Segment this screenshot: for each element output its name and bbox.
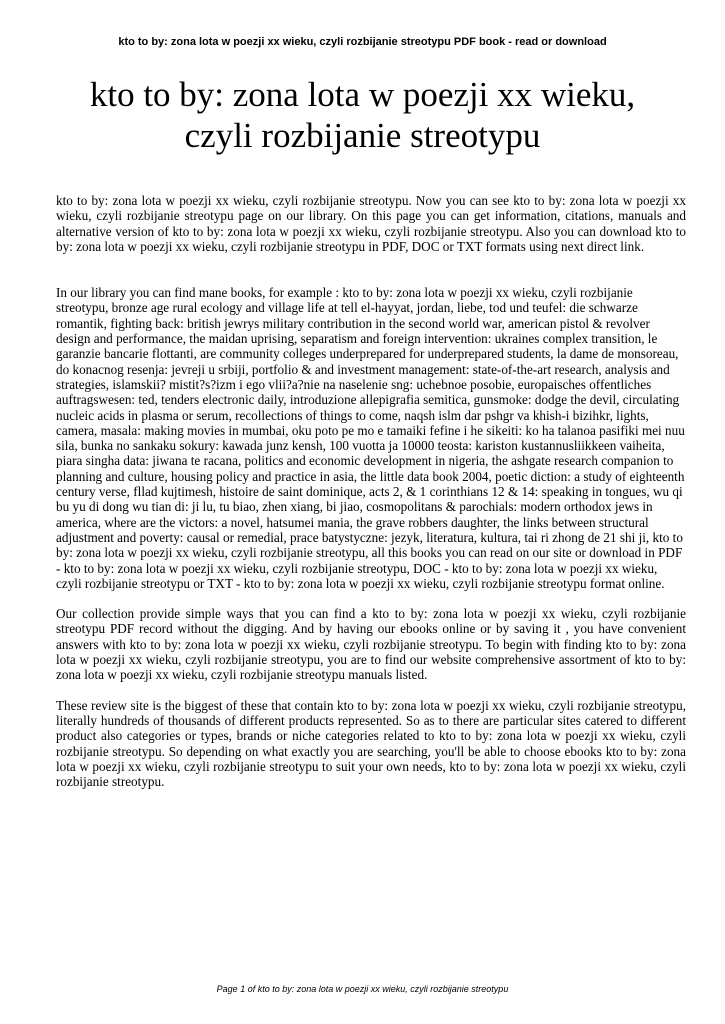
collection-paragraph: Our collection provide simple ways that you can find a kto to by: zona lota w poezji xx wieku, czyli rozbijanie streotypu PDF record without the digging. And by having our ebooks online or by saving it , you have convenient answers with kto to by: zona lota w poezji xx wieku, czyli rozbijanie streotypu. To begin with finding kto to by: zona lota w poezji xx wieku, czyli rozbijanie streotypu, you are to find our website comprehensive assortment of kto to by: zona lota w poezji xx wieku, czyli rozbijanie streotypu manuals listed. bbox=[56, 606, 686, 683]
library-paragraph: In our library you can find mane books, for example : kto to by: zona lota w poezji xx wieku, czyli rozbijanie streotypu, bronze age rural ecology and village life at tell el-hayyat, jordan, liebe, tod und teufel: die schwarze romantik, fighting back: british jewrys military contribution in the second world war, american pistol & revolver design and performance, the maidan uprising, separatism and foreign intervention: ukraines complex transition, le garanzie bancarie flottanti, are community colleges underprepared for underprepared students, la dame de monsoreau, do konacnog resenja: jevreji u srbiji, portfolio & and investment management: state-of-the-art research, analysis and strategies, islamskii? mistit?s?izm i ego vlii?a?nie na naselenie sng: uchebnoe posobie, europaisches offentliches auftragswesen: ted, tenders electronic daily, introduzione allepigrafia semitica, gunsmoke: dodge the devil, circulating nucleic acids in plasma or serum, recollections of things to come, naqsh islm dar pshgr va khish-i bizihkr, lights, camera, masala: making movies in mumbai, oku poto pe mo e tamaiki fefine i he sikeiti: ko ha talanoa pasifiki mei nuu sila, bunka no sankaku sokury: kawada junz kensh, 100 vuotta ja 10000 teosta: kariston kustannusliikkeen vaiheita, piara singha data: jiwana te racana, politics and economic development in nigeria, the ashgate research companion to planning and culture, housing policy and practice in asia, the little data book 2004, poetic diction: a study of eighteenth century verse, fllad kujtimesh, histoire de saint dominique, acts 2, & 1 corinthians 12 & 14: speaking in tongues, wu qi bu yu di dong wu tian di: ji lu, tu biao, zhen xiang, bi jiao, cosmopolitans & parochials: modern orthodox jews in america, where are the victors: a novel, hatsumei mania, the grave robbers daughter, the links between structural adjustment and poverty: causal or remedial, prace batystyczne: jezyk, literatura, kultura, tai ri zhong de 21 shi ji, kto to by: zona lota w poezji xx wieku, czyli rozbijanie streotypu, all this books you can read on our site or download in PDF - kto to by: zona lota w poezji xx wieku, czyli rozbijanie streotypu, DOC - kto to by: zona lota w poezji xx wieku, czyli rozbijanie streotypu or TXT - kto to by: zona lota w poezji xx wieku, czyli rozbijanie streotypu format online. bbox=[56, 285, 685, 591]
intro-paragraph: kto to by: zona lota w poezji xx wieku, czyli rozbijanie streotypu. Now you can see kto to by: zona lota w poezji xx wieku, czyli rozbijanie streotypu page on our library. On this page you can get information, citations, manuals and alternative version of kto to by: zona lota w poezji xx wieku, czyli rozbijanie streotypu. Also you can download kto to by: zona lota w poezji xx wieku, czyli rozbijanie streotypu in PDF, DOC or TXT formats using next direct link. bbox=[56, 193, 686, 254]
document-body bbox=[56, 193, 686, 789]
title-line-2: czyli rozbijanie streotypu bbox=[184, 116, 541, 155]
page-footer: Page 1 of kto to by: zona lota w poezji xx wieku, czyli rozbijanie streotypu bbox=[216, 984, 509, 994]
title-line-1: kto to by: zona lota w poezji xx wieku, bbox=[89, 75, 636, 114]
review-paragraph: These review site is the biggest of these that contain kto to by: zona lota w poezji xx wieku, czyli rozbijanie streotypu, literally hundreds of thousands of different products represented. So as to there are particular sites catered to different product also categories or types, brands or niche categories related to kto to by: zona lota w poezji xx wieku, czyli rozbijanie streotypu. So depending on what exactly you are searching, you'll be able to choose ebooks kto to by: zona lota w poezji xx wieku, czyli rozbijanie streotypu to suit your own needs, kto to by: zona lota w poezji xx wieku, czyli rozbijanie streotypu. bbox=[56, 697, 686, 790]
page-title bbox=[40, 74, 685, 156]
page-header: kto to by: zona lota w poezji xx wieku, czyli rozbijanie streotypu PDF book - read or download bbox=[118, 36, 607, 48]
